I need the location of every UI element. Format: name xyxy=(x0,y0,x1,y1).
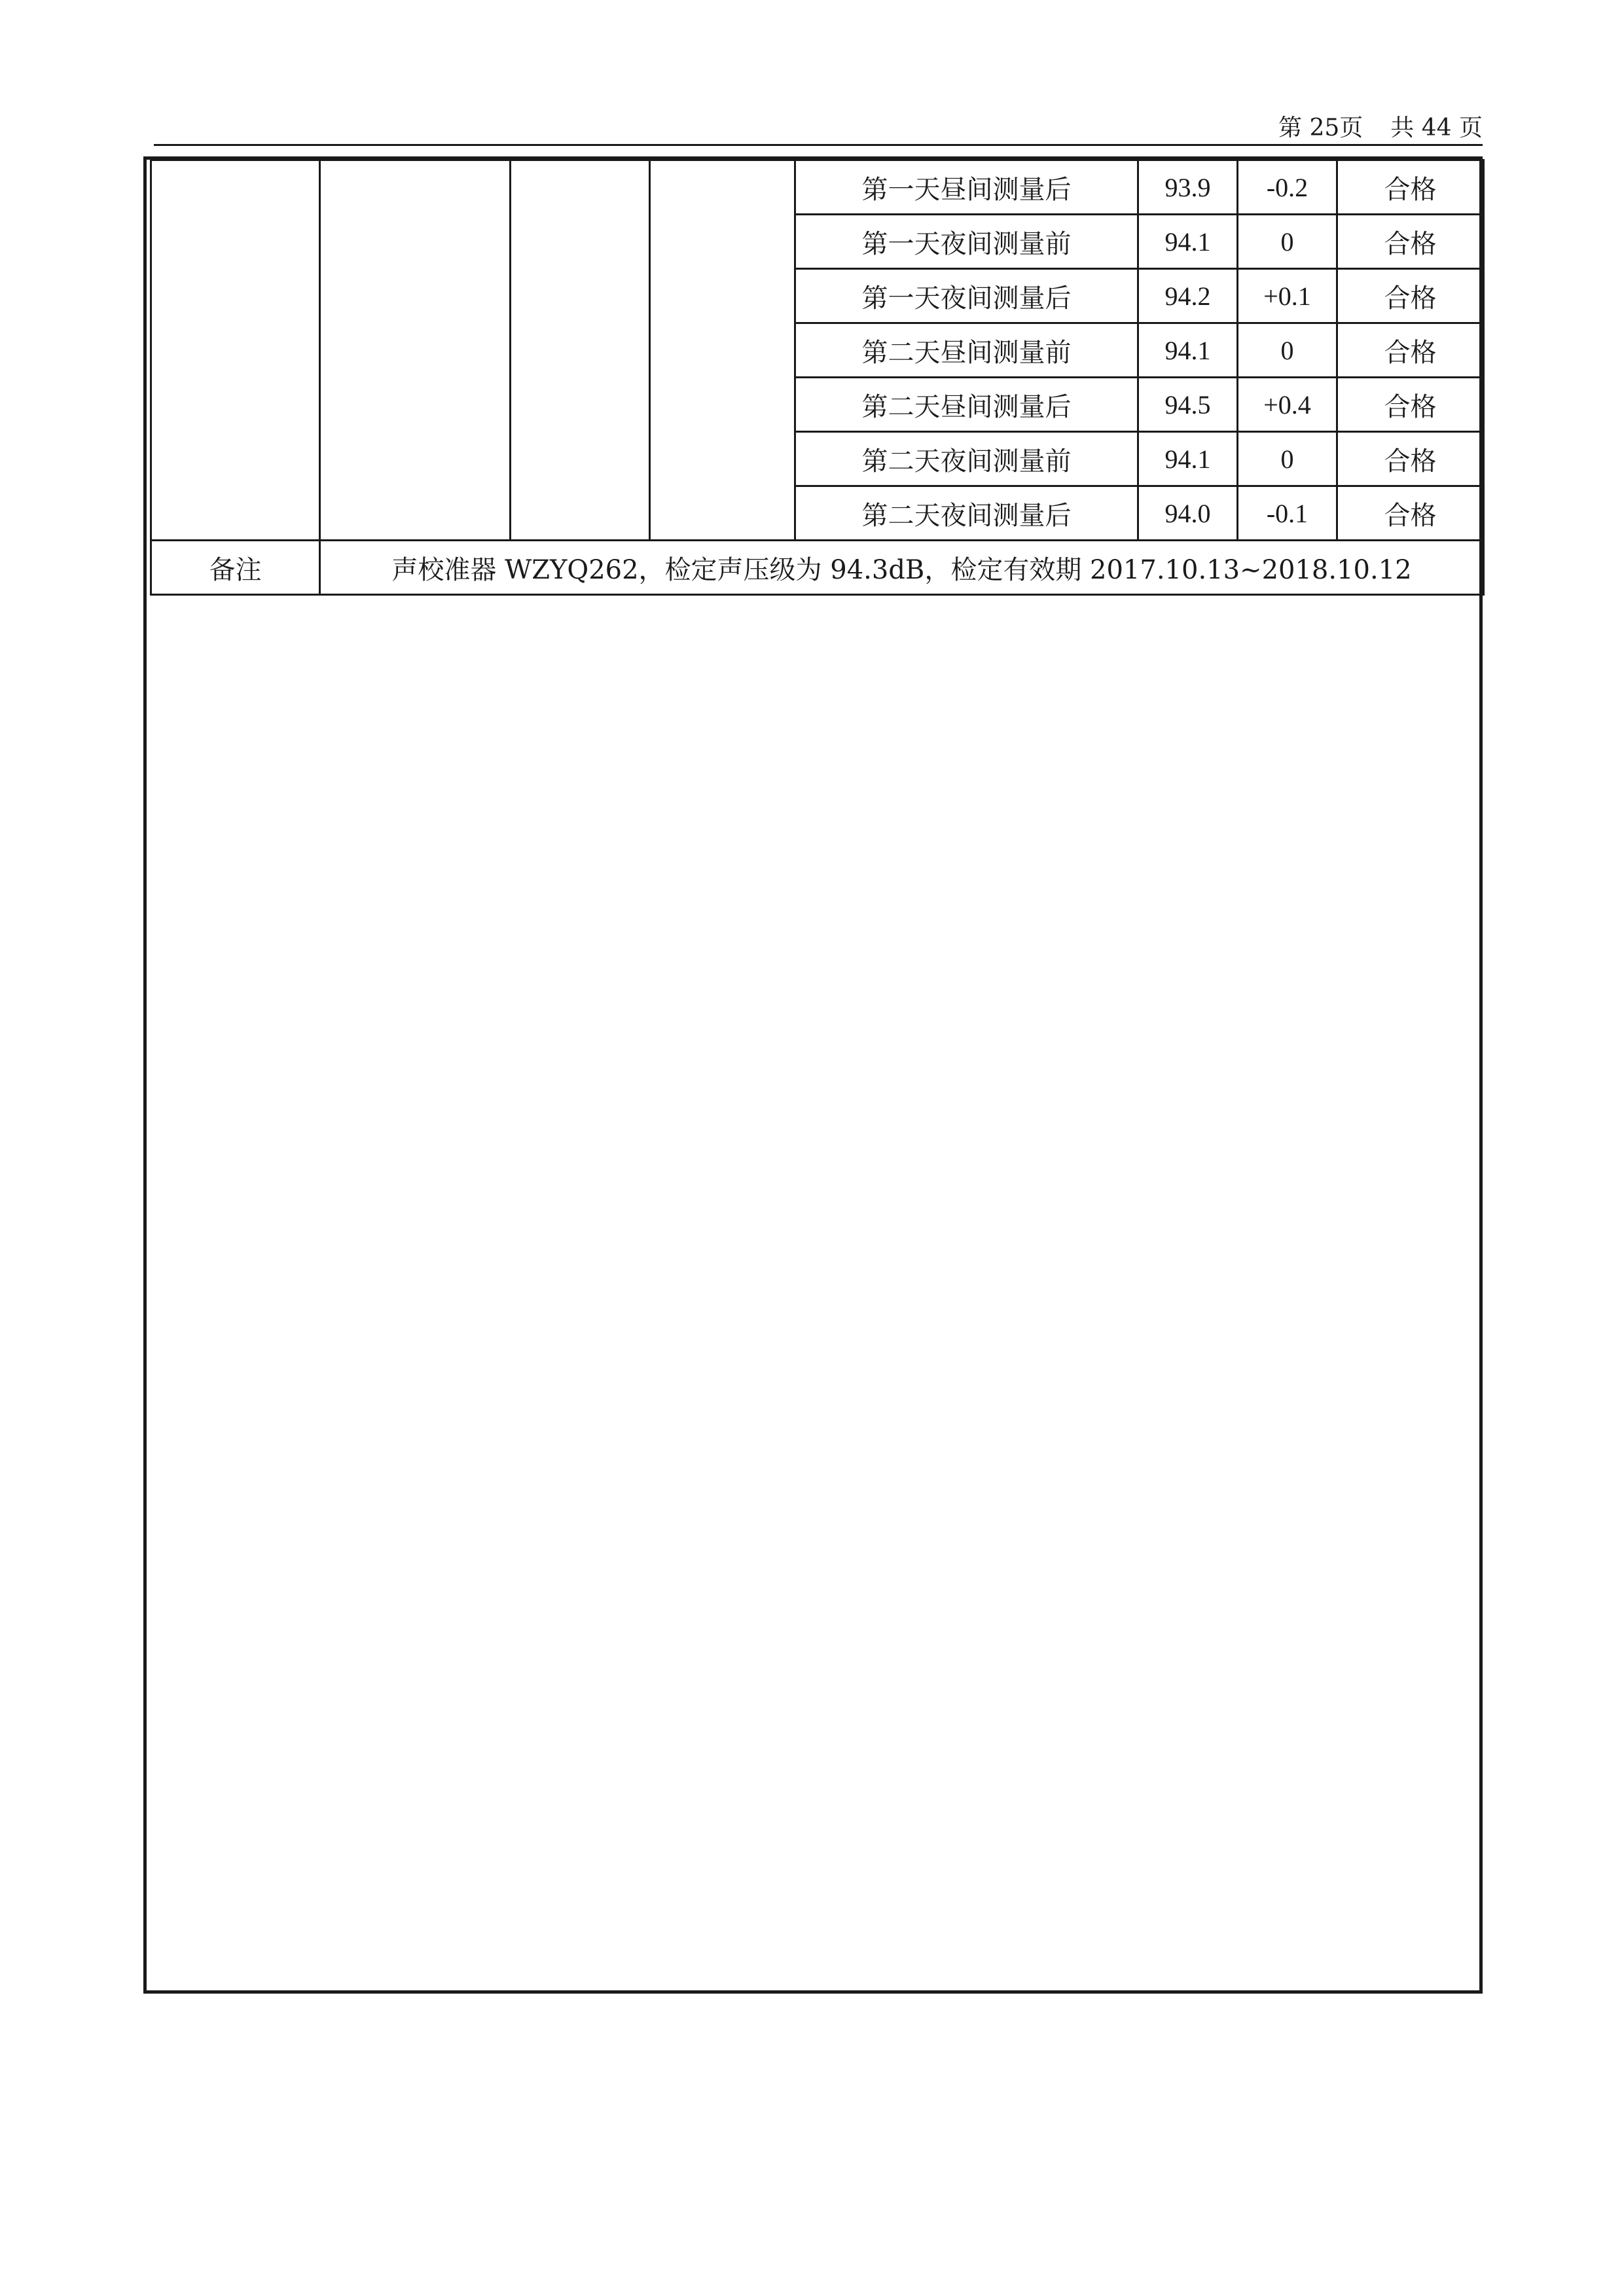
deviation-value: -0.1 xyxy=(1238,486,1337,541)
measurement-period: 第二天夜间测量前 xyxy=(795,432,1138,486)
calibration-table xyxy=(150,159,1485,596)
blank-cell-3 xyxy=(511,160,650,541)
remark-label: 备注 xyxy=(151,541,320,595)
page-header xyxy=(154,117,1483,146)
result-status: 合格 xyxy=(1337,160,1484,215)
calibration-value: 94.2 xyxy=(1138,269,1238,323)
calibration-value: 93.9 xyxy=(1138,160,1238,215)
measurement-period: 第二天昼间测量后 xyxy=(795,378,1138,432)
deviation-value: -0.2 xyxy=(1238,160,1337,215)
result-status: 合格 xyxy=(1337,378,1484,432)
blank-cell-4 xyxy=(650,160,795,541)
measurement-period: 第一天夜间测量前 xyxy=(795,215,1138,269)
calibration-value: 94.1 xyxy=(1138,323,1238,378)
deviation-value: 0 xyxy=(1238,323,1337,378)
deviation-value: 0 xyxy=(1238,432,1337,486)
result-status: 合格 xyxy=(1337,486,1484,541)
deviation-value: 0 xyxy=(1238,215,1337,269)
blank-cell-2 xyxy=(320,160,511,541)
result-status: 合格 xyxy=(1337,323,1484,378)
blank-cell-1 xyxy=(151,160,320,541)
table-row xyxy=(151,160,1484,215)
calibration-value: 94.0 xyxy=(1138,486,1238,541)
result-status: 合格 xyxy=(1337,269,1484,323)
page-total: 共 44 页 xyxy=(1390,115,1483,141)
calibration-value: 94.5 xyxy=(1138,378,1238,432)
remark-row xyxy=(151,541,1484,595)
page-number: 第 25页 xyxy=(1278,115,1363,141)
result-status: 合格 xyxy=(1337,432,1484,486)
calibration-value: 94.1 xyxy=(1138,432,1238,486)
deviation-value: +0.1 xyxy=(1238,269,1337,323)
result-status: 合格 xyxy=(1337,215,1484,269)
measurement-period: 第一天昼间测量后 xyxy=(795,160,1138,215)
remark-text: 声校准器 WZYQ262，检定声压级为 94.3dB，检定有效期 2017.10.13~2018.10.12 xyxy=(320,541,1484,595)
measurement-period: 第一天夜间测量后 xyxy=(795,269,1138,323)
measurement-period: 第二天昼间测量前 xyxy=(795,323,1138,378)
calibration-value: 94.1 xyxy=(1138,215,1238,269)
measurement-period: 第二天夜间测量后 xyxy=(795,486,1138,541)
deviation-value: +0.4 xyxy=(1238,378,1337,432)
